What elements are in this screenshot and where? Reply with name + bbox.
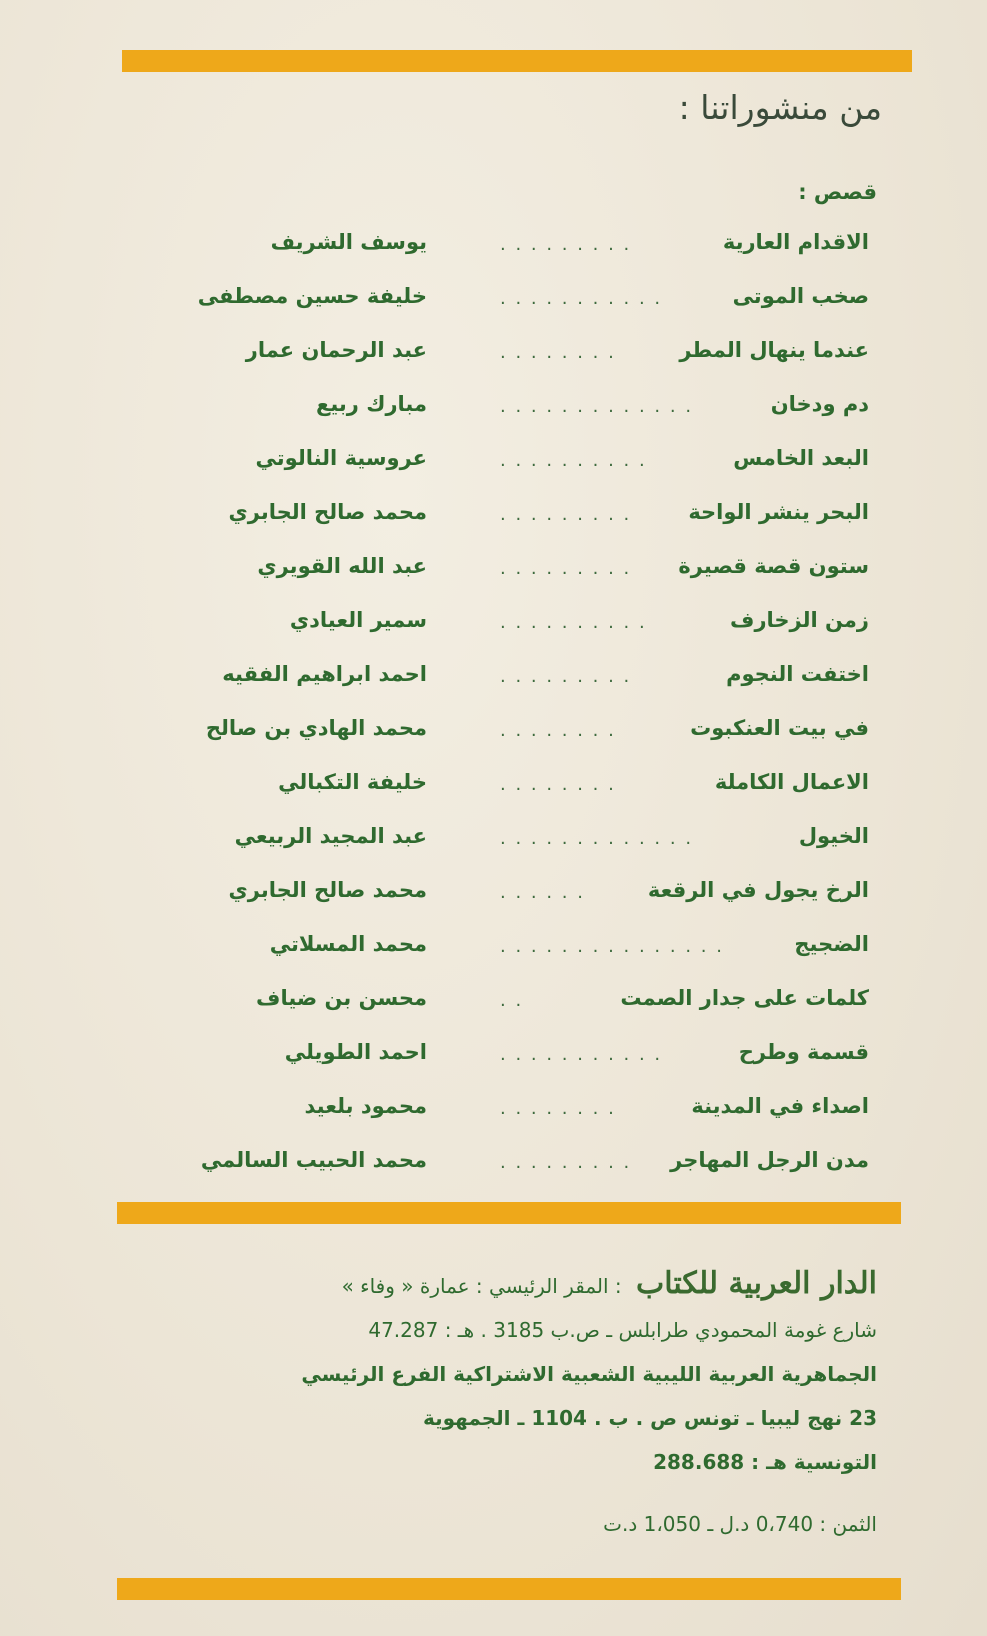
- leader-dots: . . . . . . . . .: [500, 558, 632, 579]
- book-entry: [0, 496, 987, 550]
- publisher-info: [117, 1262, 877, 1484]
- book-title: الخيول: [798, 824, 869, 848]
- book-title: الضجيج: [794, 932, 869, 956]
- book-title: ستون قصة قصيرة: [678, 554, 869, 578]
- leader-dots: . . . . . . . .: [500, 720, 616, 741]
- publisher-address-line: شارع غومة المحمودي طرابلس ـ ص.ب 3185 . هـ : 47.287: [368, 1318, 877, 1342]
- page-heading: من منشوراتنا :: [678, 88, 882, 127]
- book-title: الاعمال الكاملة: [714, 770, 869, 794]
- book-entry: [0, 712, 987, 766]
- book-title: الاقدام العارية: [722, 230, 869, 254]
- book-entry: [0, 550, 987, 604]
- book-entry: [0, 334, 987, 388]
- leader-dots: . . . . . . . . .: [500, 666, 632, 687]
- book-title: زمن الزخارف: [730, 608, 869, 632]
- book-author: يوسف الشريف: [270, 230, 427, 254]
- book-title: في بيت العنكبوت: [690, 716, 869, 740]
- book-entry: [0, 928, 987, 982]
- leader-dots: . . . . . . . . . . . . .: [500, 828, 694, 849]
- category-label: قصص :: [798, 180, 877, 204]
- book-author: محمد الحبيب السالمي: [200, 1148, 427, 1172]
- leader-dots: . . . . . . . . . . . . . . .: [500, 936, 724, 957]
- leader-dots: . . . . . . . . .: [500, 504, 632, 525]
- book-title: اختفت النجوم: [726, 662, 869, 686]
- book-entry: [0, 604, 987, 658]
- book-author: سمير العيادي: [289, 608, 427, 632]
- book-title: البعد الخامس: [733, 446, 869, 470]
- bottom-orange-bar: [117, 1578, 901, 1600]
- book-title: عندما ينهال المطر: [679, 338, 869, 362]
- book-entry: [0, 280, 987, 334]
- book-entry: [0, 820, 987, 874]
- leader-dots: . . . . . . . . .: [500, 234, 632, 255]
- book-entry: [0, 388, 987, 442]
- book-author: خليفة حسين مصطفى: [197, 284, 427, 308]
- price-label: الثمن : 0،740 د.ل ـ 1،050 د.ت: [603, 1512, 877, 1536]
- book-title: دم ودخان: [770, 392, 869, 416]
- publisher-tunis-line: 23 نهج ليبيا ـ تونس ص . ب . 1104 ـ الجمهوية: [422, 1406, 877, 1430]
- book-author: عبد المجيد الربيعي: [234, 824, 427, 848]
- publisher-hq: : المقر الرئيسي : عمارة « وفاء »: [341, 1274, 622, 1298]
- publisher-phone-line: التونسية هـ : 288.688: [653, 1450, 877, 1474]
- book-title: قسمة وطرح: [738, 1040, 869, 1064]
- leader-dots: . . . . . . . . . . . . .: [500, 396, 694, 417]
- book-entry: [0, 226, 987, 280]
- book-title: اصداء في المدينة: [691, 1094, 869, 1118]
- leader-dots: . . . . . . . . . .: [500, 612, 647, 633]
- book-entry: [0, 1090, 987, 1144]
- book-author: محمد الهادي بن صالح: [205, 716, 427, 740]
- publisher-logo: الدار العربية للكتاب: [636, 1266, 877, 1301]
- publisher-branch-line: الجماهرية العربية الليبية الشعبية الاشتراكية الفرع الرئيسي: [301, 1362, 877, 1386]
- book-author: محمد صالح الجابري: [228, 878, 427, 902]
- middle-orange-bar: [117, 1202, 901, 1224]
- book-entry: [0, 442, 987, 496]
- book-author: محسن بن ضياف: [256, 986, 427, 1010]
- book-author: محمود بلعيد: [304, 1094, 427, 1118]
- leader-dots: . . . . . . . .: [500, 342, 616, 363]
- book-author: عبد الله القويري: [257, 554, 427, 578]
- top-orange-bar: [122, 50, 912, 72]
- book-author: عروسية النالوتي: [255, 446, 427, 470]
- book-title: الرخ يجول في الرقعة: [647, 878, 869, 902]
- leader-dots: . . . . . . . . . .: [500, 450, 647, 471]
- book-title: البحر ينشر الواحة: [688, 500, 869, 524]
- book-author: خليفة التكبالي: [278, 770, 427, 794]
- book-entry: [0, 766, 987, 820]
- book-title: كلمات على جدار الصمت: [620, 986, 869, 1010]
- book-entry: [0, 874, 987, 928]
- leader-dots: . . . . . . . . . . .: [500, 288, 663, 309]
- book-author: محمد المسلاتي: [269, 932, 427, 956]
- leader-dots: . . . . . .: [500, 882, 585, 903]
- book-entry: [0, 1036, 987, 1090]
- book-author: محمد صالح الجابري: [228, 500, 427, 524]
- book-entry: [0, 982, 987, 1036]
- book-author: احمد ابراهيم الفقيه: [222, 662, 427, 686]
- leader-dots: . . . . . . . .: [500, 1098, 616, 1119]
- book-entry: [0, 1144, 987, 1198]
- book-title: مدن الرجل المهاجر: [670, 1148, 869, 1172]
- book-title: صخب الموتى: [732, 284, 869, 308]
- leader-dots: . . . . . . . .: [500, 774, 616, 795]
- book-author: عبد الرحمان عمار: [245, 338, 427, 362]
- leader-dots: . .: [500, 990, 524, 1011]
- leader-dots: . . . . . . . . . . .: [500, 1044, 663, 1065]
- book-author: مبارك ربيع: [316, 392, 427, 416]
- book-entry: [0, 658, 987, 712]
- publisher-line-1: [117, 1262, 877, 1308]
- book-author: احمد الطويلي: [284, 1040, 427, 1064]
- leader-dots: . . . . . . . . .: [500, 1152, 632, 1173]
